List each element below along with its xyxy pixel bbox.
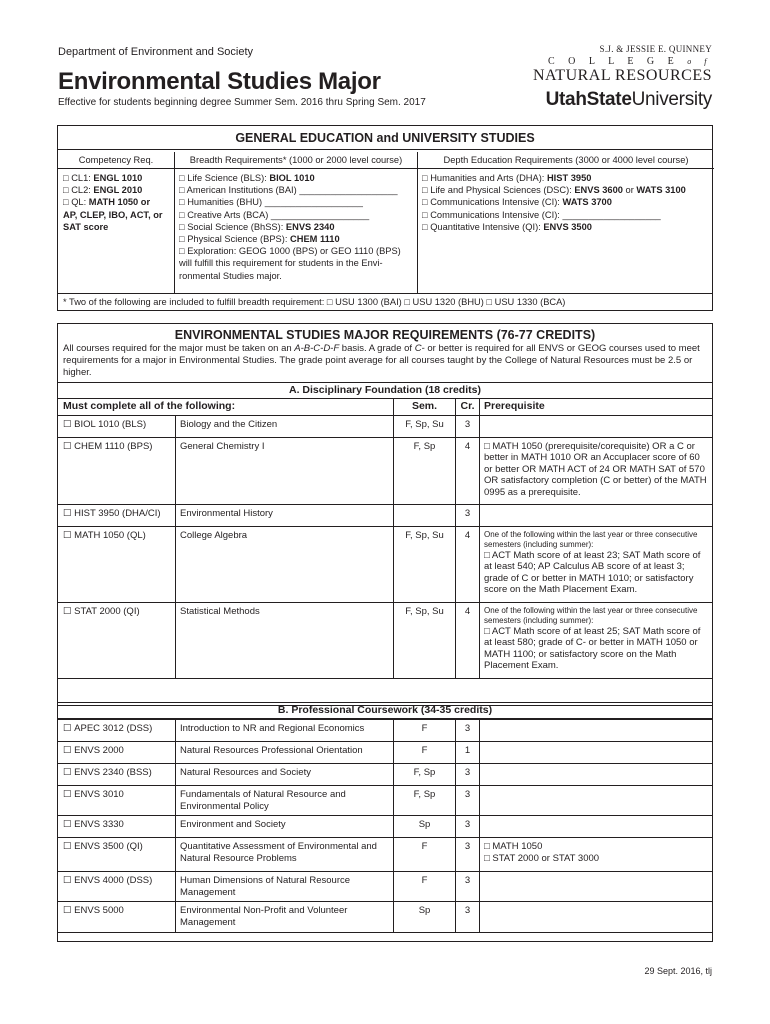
major-requirements-title: ENVIRONMENTAL STUDIES MAJOR REQUIREMENTS (76-77 CREDITS): [174, 328, 596, 342]
breadth-line: □ Physical Science (BPS): CHEM 1110: [179, 234, 340, 245]
depth-line: □ Humanities and Arts (DHA): HIST 3950: [422, 173, 592, 183]
section-b-title: B. Professional Coursework (34-35 credits): [58, 703, 712, 719]
course-checkbox[interactable]: ☐ ENVS 3500 (QI): [58, 838, 176, 872]
logo-line-3: NATURAL RESOURCES: [532, 67, 712, 84]
table-row: [58, 786, 712, 816]
page-title: Environmental Studies Major: [58, 68, 381, 95]
competency-header: Competency Req.: [58, 152, 174, 169]
course-prerequisite: [480, 902, 713, 932]
course-checkbox[interactable]: ☐ MATH 1050 (QL): [58, 526, 176, 602]
course-semester: Sp: [394, 816, 456, 838]
course-title: Environmental Non-Profit and Volunteer Management: [176, 902, 394, 932]
general-education-title: GENERAL EDUCATION and UNIVERSITY STUDIES: [58, 126, 712, 150]
table-row: [58, 902, 712, 932]
table-row: [58, 838, 712, 872]
breadth-line: will fulfill this requirement for students in the Envi-: [179, 258, 383, 269]
logo-line-2: C O L L E G E o f: [547, 56, 712, 67]
table-row: [58, 764, 712, 786]
course-prerequisite: [480, 764, 713, 786]
competency-line: □ CL1: ENGL 1010: [63, 173, 143, 183]
course-checkbox[interactable]: ☐ ENVS 3010: [58, 786, 176, 816]
department-name: Department of Environment and Society: [58, 46, 254, 58]
course-credits: 4: [456, 602, 480, 678]
course-credits: 3: [456, 415, 480, 437]
table-row: [58, 872, 712, 902]
course-checkbox[interactable]: ☐ ENVS 5000: [58, 902, 176, 932]
course-semester: [394, 504, 456, 526]
course-credits: 4: [456, 526, 480, 602]
table-row: [58, 415, 712, 437]
course-checkbox[interactable]: ☐ ENVS 3330: [58, 816, 176, 838]
course-prerequisite: [480, 742, 713, 764]
course-prerequisite: [480, 415, 713, 437]
course-credits: 3: [456, 838, 480, 872]
course-prerequisite: [480, 504, 713, 526]
col-prereq-header: Prerequisite: [480, 399, 713, 415]
depth-line: □ Communications Intensive (CI): ___________________: [422, 209, 661, 220]
breadth-list: [179, 172, 415, 282]
col-cr-header: Cr.: [456, 399, 480, 415]
competency-line: □ QL: MATH 1050 or: [63, 197, 151, 208]
course-prerequisite: □ MATH 1050 □ STAT 2000 or STAT 3000: [480, 838, 713, 872]
course-semester: F, Sp, Su: [394, 602, 456, 678]
course-credits: 1: [456, 742, 480, 764]
course-title: Environment and Society: [176, 816, 394, 838]
depth-line: □ Communications Intensive (CI): WATS 3700: [422, 197, 612, 208]
course-credits: 3: [456, 720, 480, 742]
effective-dates: Effective for students beginning degree Summer Sem. 2016 thru Spring Sem. 2017: [58, 97, 426, 108]
course-credits: 3: [456, 872, 480, 902]
course-semester: Sp: [394, 902, 456, 932]
breadth-line: □ Creative Arts (BCA) ___________________: [179, 209, 370, 220]
section-a-title: A. Disciplinary Foundation (18 credits): [58, 382, 712, 399]
course-credits: 3: [456, 764, 480, 786]
disciplinary-foundation-table: [58, 399, 712, 679]
general-education-section: [57, 125, 713, 311]
table-row: [58, 742, 712, 764]
professional-coursework-section: [57, 702, 713, 942]
logo-line-1: S.J. & JESSIE E. QUINNEY: [599, 44, 712, 54]
breadth-line: □ Social Science (BhSS): ENVS 2340: [179, 221, 335, 232]
course-semester: F, Sp, Su: [394, 526, 456, 602]
course-credits: 3: [456, 902, 480, 932]
competency-line: AP, CLEP, IBO, ACT, or: [63, 209, 163, 220]
course-semester: F, Sp: [394, 437, 456, 504]
depth-header: Depth Education Requirements (3000 or 4000 level course): [418, 152, 714, 169]
table-row: [58, 816, 712, 838]
course-checkbox[interactable]: ☐ CHEM 1110 (BPS): [58, 437, 176, 504]
course-prerequisite: □ MATH 1050 (prerequisite/corequisite) OR a C or better in MATH 1010 OR an Accuplacer score of 60 or better OR MATH ACT of 24 OR MATH SAT of 570 OR satisfactory completion (C or better) of the MATH 0995 as a prerequisite.: [480, 437, 713, 504]
course-checkbox[interactable]: ☐ BIOL 1010 (BLS): [58, 415, 176, 437]
course-semester: F: [394, 720, 456, 742]
course-title: Biology and the Citizen: [176, 415, 394, 437]
course-credits: 4: [456, 437, 480, 504]
table-row: [58, 526, 712, 602]
course-prerequisite: [480, 816, 713, 838]
breadth-line: □ Life Science (BLS): BIOL 1010: [179, 173, 315, 183]
course-title: College Algebra: [176, 526, 394, 602]
course-title: Introduction to NR and Regional Economics: [176, 720, 394, 742]
competency-line: □ CL2: ENGL 2010: [63, 185, 143, 196]
course-title: Natural Resources and Society: [176, 764, 394, 786]
course-semester: F: [394, 742, 456, 764]
col-course-header: Must complete all of the following:: [58, 399, 394, 415]
course-checkbox[interactable]: ☐ HIST 3950 (DHA/CI): [58, 504, 176, 526]
breadth-footnote: * Two of the following are included to fulfill breadth requirement: □ USU 1300 (BAI) □ USU 1320 (BHU) □ USU 1330 (BCA): [58, 293, 712, 307]
table-row: [58, 504, 712, 526]
table-row: [58, 437, 712, 504]
course-semester: F, Sp: [394, 786, 456, 816]
breadth-line: □ Humanities (BHU) ___________________: [179, 197, 363, 208]
table-row: [58, 602, 712, 678]
course-checkbox[interactable]: ☐ ENVS 2340 (BSS): [58, 764, 176, 786]
course-semester: F: [394, 838, 456, 872]
breadth-line: □ Exploration: GEOG 1000 (BPS) or GEO 1110 (BPS): [179, 246, 401, 257]
col-sem-header: Sem.: [394, 399, 456, 415]
course-title: Environmental History: [176, 504, 394, 526]
professional-coursework-table: [58, 719, 712, 933]
revision-date: 29 Sept. 2016, tlj: [644, 966, 712, 976]
competency-line: SAT score: [63, 221, 109, 232]
course-title: Statistical Methods: [176, 602, 394, 678]
course-title: Natural Resources Professional Orientation: [176, 742, 394, 764]
course-prerequisite: One of the following within the last year or three consecutive semesters (including summer): □ ACT Math score of at least 25; SAT Math score of at least 580; grade of C- or better in MATH 1050 or MATH 1100; or satisfactory score on the Math Placement Exam.: [480, 602, 713, 678]
course-title: General Chemistry I: [176, 437, 394, 504]
course-prerequisite: [480, 786, 713, 816]
breadth-line: ronmental Studies major.: [179, 270, 282, 281]
course-credits: 3: [456, 786, 480, 816]
course-title: Fundamentals of Natural Resource and Environmental Policy: [176, 786, 394, 816]
course-semester: F, Sp, Su: [394, 415, 456, 437]
course-checkbox[interactable]: ☐ ENVS 4000 (DSS): [58, 872, 176, 902]
table-row: [58, 720, 712, 742]
course-semester: F: [394, 872, 456, 902]
course-semester: F, Sp: [394, 764, 456, 786]
depth-list: [422, 172, 712, 233]
college-logo: [533, 44, 712, 111]
university-wordmark: UtahStateUniversity: [545, 89, 712, 110]
course-credits: 3: [456, 816, 480, 838]
course-prerequisite: One of the following within the last year or three consecutive semesters (including summer): □ ACT Math score of at least 23; SAT Math score of at least 540; AP Calculus AB score of at least 3; grade of C or better in MATH 1010; or satisfactory score on the Math Placement Exam.: [480, 526, 713, 602]
course-title: Quantitative Assessment of Environmental and Natural Resource Problems: [176, 838, 394, 872]
depth-line: □ Life and Physical Sciences (DSC): ENVS 3600 or WATS 3100: [422, 185, 686, 196]
major-intro: All courses required for the major must be taken on an A-B-C-D-F basis. A grade of C- or better is required for all ENVS or GEOG courses used to meet requirements for a major in Environmental Studies. The grade point average for all courses taught by the College of Natural Resources must be 2.5 or higher.: [63, 343, 700, 378]
competency-list: [63, 172, 173, 233]
breadth-header: Breadth Requirements* (1000 or 2000 level course): [175, 152, 417, 169]
course-prerequisite: [480, 720, 713, 742]
breadth-line: □ American Institutions (BAI) ___________________: [179, 185, 398, 196]
course-checkbox[interactable]: ☐ APEC 3012 (DSS): [58, 720, 176, 742]
course-credits: 3: [456, 504, 480, 526]
depth-line: □ Quantitative Intensive (QI): ENVS 3500: [422, 221, 592, 232]
course-checkbox[interactable]: ☐ ENVS 2000: [58, 742, 176, 764]
course-checkbox[interactable]: ☐ STAT 2000 (QI): [58, 602, 176, 678]
major-requirements-section: [57, 323, 713, 706]
course-prerequisite: [480, 872, 713, 902]
course-title: Human Dimensions of Natural Resource Management: [176, 872, 394, 902]
